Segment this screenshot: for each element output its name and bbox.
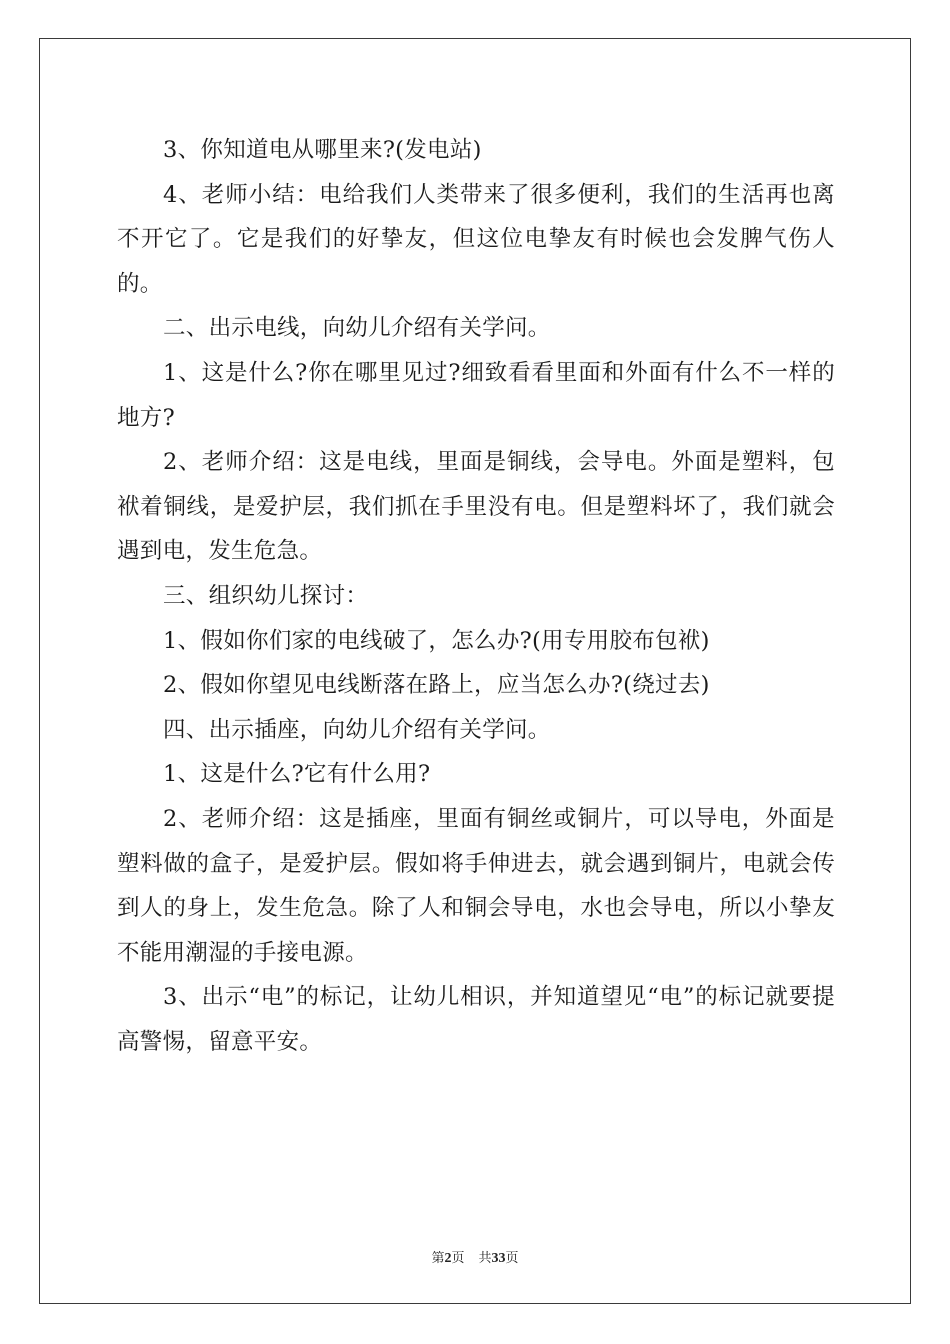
footer-page-prefix: 第 xyxy=(431,1251,445,1266)
paragraph: 1、这是什么?它有什么用? xyxy=(163,761,431,788)
section-heading: 三、组织幼儿探讨： xyxy=(163,582,369,609)
paragraph: 3、你知道电从哪里来?(发电站) xyxy=(163,137,482,163)
footer-total-prefix: 共 xyxy=(478,1251,492,1266)
paragraph: 3、出示“电”的标记，让幼儿相识，并知道望见“电”的标记就要提高警惕，留意平安。 xyxy=(117,984,835,1055)
page-footer xyxy=(0,1247,950,1267)
paragraph: 1、这是什么?你在哪里见过?细致看看里面和外面有什么不一样的地方? xyxy=(117,359,835,431)
paragraph: 2、老师介绍：这是电线，里面是铜线，会导电。外面是塑料，包袱着铜线，是爱护层，我们抓在手里没有电。但是塑料坏了，我们就会遇到电，发生危急。 xyxy=(117,449,835,565)
paragraph: 2、假如你望见电线断落在路上，应当怎么办?(绕过去) xyxy=(163,672,710,699)
footer-page-suffix: 页 xyxy=(451,1251,465,1266)
footer-total-pages: 33 xyxy=(491,1251,506,1266)
paragraph: 2、老师介绍：这是插座，里面有铜丝或铜片，可以导电，外面是塑料做的盒子，是爱护层。假如将手伸进去，就会遇到铜片，电就会传到人的身上，发生危急。除了人和铜会导电，水也会导电，所以小挚友不能用潮湿的手接电源。 xyxy=(117,805,835,966)
document-body xyxy=(117,128,835,1064)
paragraph: 4、老师小结：电给我们人类带来了很多便利，我们的生活再也离不开它了。它是我们的好挚友，但这位电挚友有时候也会发脾气伤人的。 xyxy=(117,181,835,297)
section-heading: 二、出示电线，向幼儿介绍有关学问。 xyxy=(163,315,551,342)
section-heading: 四、出示插座，向幼儿介绍有关学问。 xyxy=(163,716,551,743)
footer-total-suffix: 页 xyxy=(505,1251,519,1266)
paragraph: 1、假如你们家的电线破了，怎么办?(用专用胶布包袱) xyxy=(163,627,710,654)
footer-page-number: 2 xyxy=(444,1251,452,1266)
